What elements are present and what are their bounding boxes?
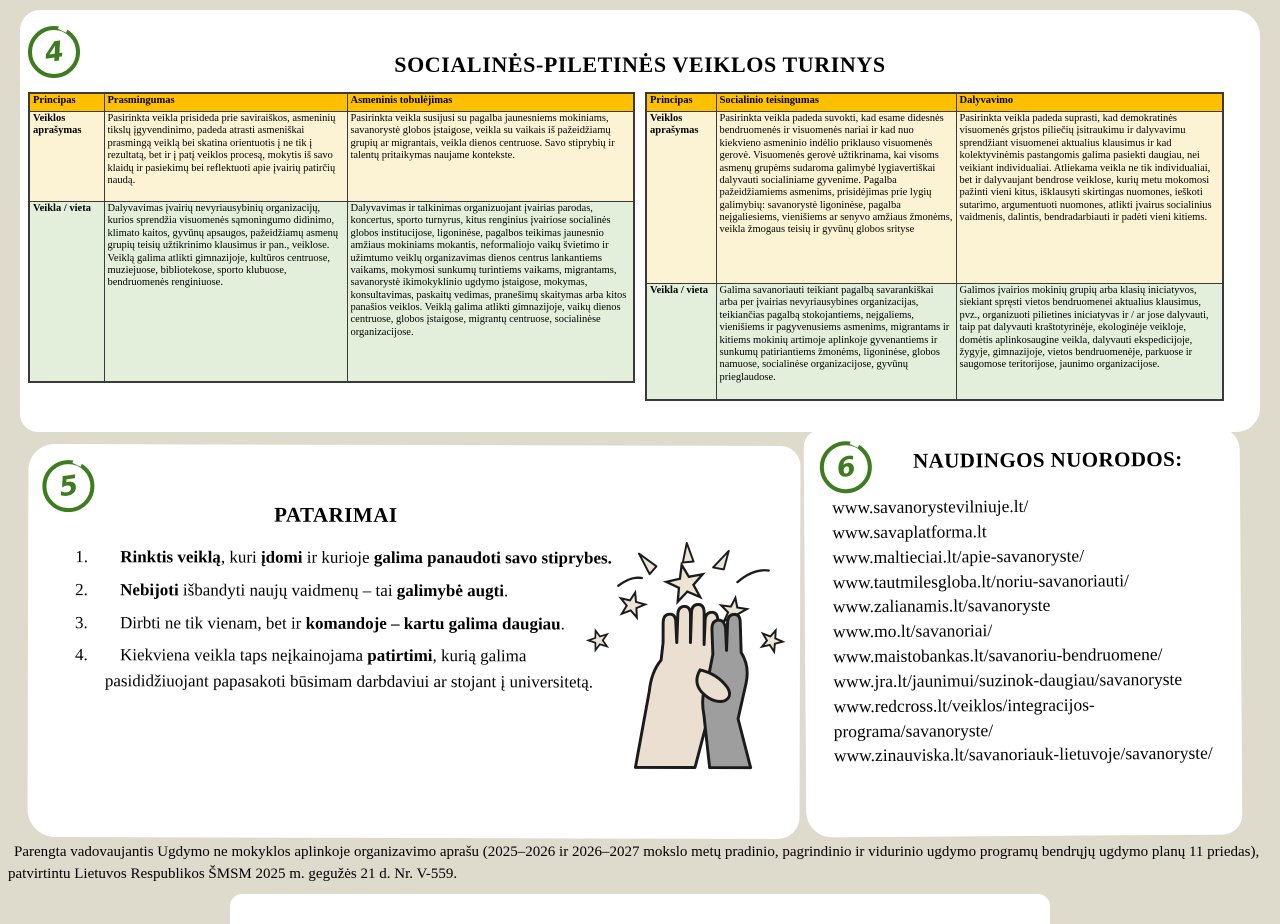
tip-item: 1. Rinktis veiklą, kuri įdomi ir kurioje galima panaudoti savo stiprybes. bbox=[75, 547, 612, 568]
table-cell: Pasirinkta veikla susijusi su pagalba jaunesniems mokiniams, savanorystė globos įstaigose, veikla su vaikais iš pažeidžiamų grupių ar migrantais, veikla dienos centruose. Savo stiprybių ir talentų pritaikymas naujame kontekste. bbox=[347, 112, 634, 202]
table-cell: Pasirinkta veikla padeda suvokti, kad esame didesnės bendruomenės ir visuomenės nariai ir kad nuo kiekvieno asmeninio indėlio priklauso visuomenės gerovė. Visuomenės gerovė užtikrinama, kai visoms asmenų grupėms sudaroma galimybė lygiavertiškai dalyvauti socialiniame gyvenime. Pagalba pažeidžiamiems asmenims, prisidėjimas prie lygių galimybių: savanorystė ligoninėse, pagalba neįgaliesiems, vienišiems ar senyvo amžiaus žmonėms, veikla žmogaus teisių ir gyvūnų globos srityse bbox=[716, 112, 956, 284]
content-card bbox=[20, 10, 1260, 432]
page-title: SOCIALINĖS-PILETINĖS VEIKLOS TURINYS bbox=[394, 52, 886, 77]
link-item[interactable]: www.tautmilesgloba.lt/noriu-savanoriauti/ bbox=[832, 569, 1130, 592]
table-cell: Dalyvavimas ir talkinimas organizuojant įvairias parodas, koncertus, sporto turnyrus, kitus renginius įvairiose socialinės globos institucijose, ligoninėse, pagalbos teikimas jaunesnio amžiaus mokiniams mokantis, neformaliojo vaikų švietimo ir užimtumo veiklų organizavimas dienos centrus lankantiems vaikams, mokymosi sunkumų turintiems vaikams, migrantams, savanorystė ikimokyklinio ugdymo įstaigose, mokymas, konsultavimas, paskaitų vedimas, pranešimų skaitymas arba kitos panašios veiklos. Veiklą galima atlikti gimnazijoje, vaikų dienos centruose, globos įstaigose, migrantų centruose, socialinėse organizacijose. bbox=[347, 202, 634, 383]
tip-item: 3. Dirbti ne tik vienam, bet ir komandoje – kartu galima daugiau. bbox=[75, 612, 565, 634]
link-item[interactable]: www.zinauviska.lt/savanoriauk-lietuvoje/savanoryste/ bbox=[833, 743, 1213, 766]
link-item[interactable]: www.redcross.lt/veiklos/integracijos-programa/savanoryste/ bbox=[833, 694, 1095, 741]
links-card bbox=[804, 426, 1243, 837]
tips-title: PATARIMAI bbox=[274, 502, 398, 527]
links-list bbox=[832, 493, 1228, 769]
tips-list bbox=[48, 544, 620, 703]
column-header: Asmeninis tobulėjimas bbox=[347, 93, 634, 112]
link-item[interactable]: www.savanorystevilniuje.lt/ bbox=[832, 495, 1029, 518]
column-header: Principas bbox=[646, 93, 716, 112]
row-label: Veiklos aprašymas bbox=[29, 112, 104, 202]
tips-card bbox=[27, 444, 800, 839]
section-number: 5 bbox=[56, 469, 80, 503]
tip-item: 2. Nebijoti išbandyti naujų vaidmenų – tai galimybė augti. bbox=[75, 579, 509, 601]
principles-table-left bbox=[28, 92, 635, 383]
link-item[interactable]: www.savaplatforma.lt bbox=[832, 521, 987, 543]
section-number: 4 bbox=[42, 35, 66, 69]
table-cell: Dalyvavimas įvairių nevyriausybinių organizacijų, kurios sprendžia visuomenės sąmoningumo didinimo, klimato kaitos, gyvūnų apsaugos, pažeidžiamų asmenų grupių teisių užtikrinimo klausimus ir pan., veiklose. Veiklą galima atlikti gimnazijoje, kultūros centruose, muziejuose, bibliotekose, sporto klubuose, bendruomenės renginiuose. bbox=[104, 202, 347, 383]
row-label: Veiklos aprašymas bbox=[646, 112, 716, 284]
row-label: Veikla / vieta bbox=[646, 284, 716, 401]
table-cell: Pasirinkta veikla padeda suprasti, kad demokratinės visuomenės grįstos piliečių įsitraukimu ir dalyvavimu sprendžiant visuomenei aktualius klausimus ir kad kolektyvinėmis pastangomis galima pasiekti daugiau, nei veikiant individualiai. Atliekama veikla ne tik individualiai, bet ir dalyvaujant bendrose veiklose, kurių metu mokomosi pažinti vieni kitus, išklausyti skirtingas nuomones, ieškoti sutarimo, argumentuoti nuomones, atlikti įvairus socialinius vaidmenis, dalintis, bendradarbiauti ir padėti vieni kitiems. bbox=[956, 112, 1223, 284]
section-number: 6 bbox=[834, 450, 858, 484]
table-cell: Galimos įvairios mokinių grupių arba klasių iniciatyvos, siekiant spręsti vietos bendruomenei aktualius klausimus, pvz., organizuoti pilietines iniciatyvas ir / ar jose dalyvauti, taip pat dalyvauti kraštotyrinėje, ekologinėje veikloje, domėtis aplinkosaugine veikla, dalyvauti ekspedicijoje, žygyje, gimnazijoje, vietos bendruomenėje, parkuose ir saugomose teritorijose, jaunimo organizacijose. bbox=[956, 284, 1223, 401]
principles-table-right bbox=[645, 92, 1224, 401]
column-header: Socialinio teisingumas bbox=[716, 93, 956, 112]
table-cell: Galima savanoriauti teikiant pagalbą savarankiškai arba per įvairias nevyriausybines organizacijas, teikiančias pagalbą stokojantiems, neįgaliems, vienišiems ir pagyvenusiems asmenims, migrantams ir kitiems mokinių artimoje aplinkoje gyvenantiems ir sunkumų patiriantiems žmonėms, ligoninėse, globos namuose, socialinėse organizacijose, gyvūnų prieglaudose. bbox=[716, 284, 956, 401]
column-header: Principas bbox=[29, 93, 104, 112]
tip-item: 4. Kiekviena veikla taps neįkainojama patirtimi, kurią galima pasididžiuojant papasakoti būsimam darbdaviui ar stojant į universitetą. bbox=[74, 645, 594, 692]
row-label: Veikla / vieta bbox=[29, 202, 104, 383]
column-header: Dalyvavimo bbox=[956, 93, 1223, 112]
column-header: Prasmingumas bbox=[104, 93, 347, 112]
table-cell: Pasirinkta veikla prisideda prie saviraiškos, asmeninių tikslų įgyvendinimo, padeda atrasti asmeniškai prasmingą veiklą bei skatina orientuotis į ne tik į rezultatą, bet ir į patį veiklos procesą, mokytis iš savo klaidų ir pasiekimų bei reflektuoti apie įvairių patirčių naudą. bbox=[104, 112, 347, 202]
footer-note: Parengta vadovaujantis Ugdymo ne mokyklos aplinkoje organizavimo aprašu (2025–2026 ir 2026–2027 mokslo metų pradinio, pagrindinio ir vidurinio ugdymo programų bendrųjų ugdymo planų 11 priedas), patvirtintu Lietuvos Respublikos ŠMSM 2025 m. gegužės 21 d. Nr. V-559. bbox=[8, 844, 1260, 882]
link-item[interactable]: www.zalianamis.lt/savanoryste bbox=[832, 595, 1051, 617]
high-five-illustration bbox=[585, 535, 791, 776]
links-title: NAUDINGOS NUORODOS: bbox=[912, 446, 1183, 473]
section-6-badge bbox=[820, 441, 872, 493]
link-item[interactable]: www.maistobankas.lt/savanoriu-bendruomene/ bbox=[833, 644, 1163, 667]
next-card-edge bbox=[230, 894, 1050, 924]
link-item[interactable]: www.maltieciai.lt/apie-savanoryste/ bbox=[832, 545, 1085, 568]
link-item[interactable]: www.mo.lt/savanoriai/ bbox=[832, 620, 993, 642]
link-item[interactable]: www.jra.lt/jaunimui/suzinok-daugiau/savanoryste bbox=[833, 668, 1183, 692]
